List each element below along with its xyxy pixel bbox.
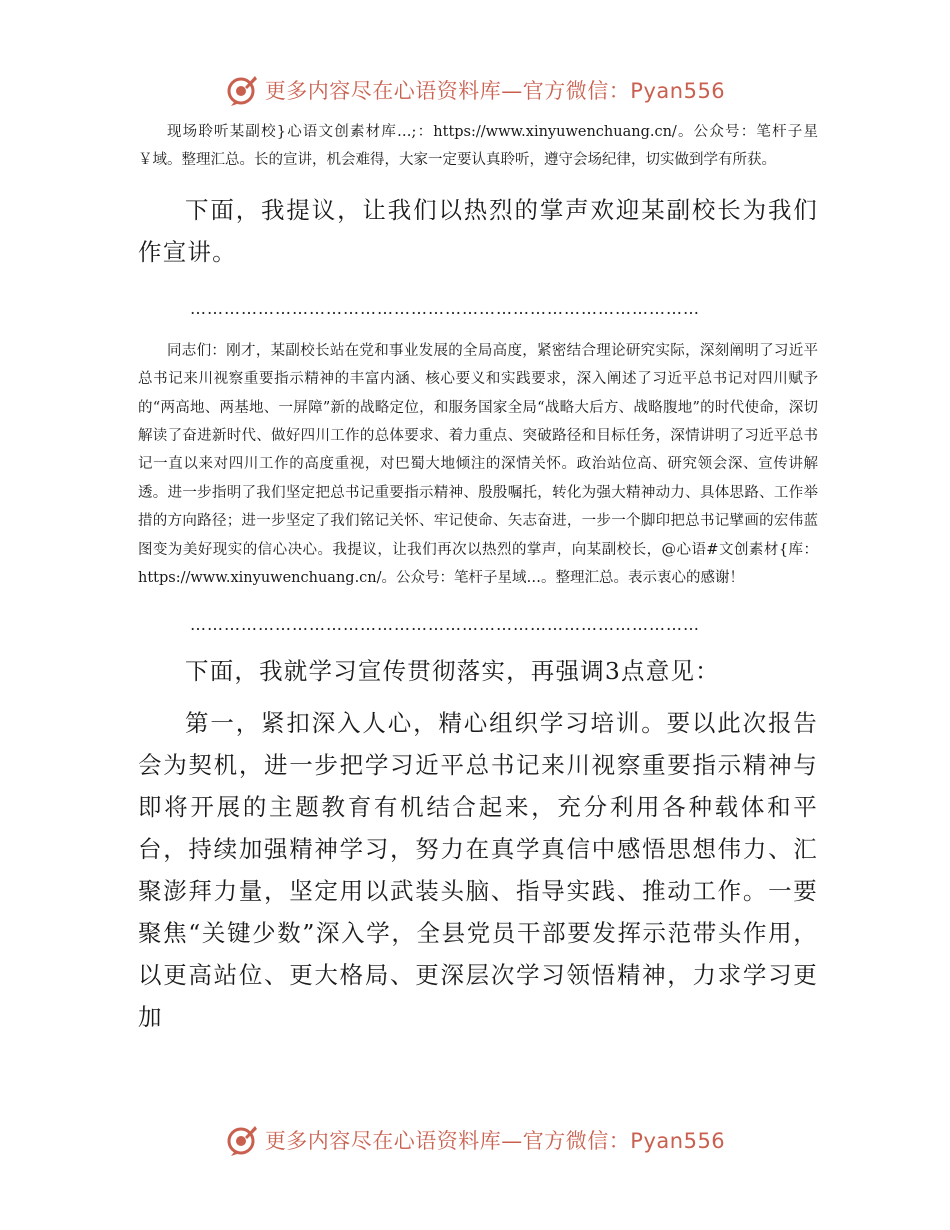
pen-logo-icon: [225, 73, 259, 107]
paragraph-thanks: 同志们：刚才，某副校长站在党和事业发展的全局高度，紧密结合理论研究实际，深刻阐明了习近平总书记来川视察重要指示精神的丰富内涵、核心要义和实践要求，深入阐述了习近平总书记对四川赋予的“两高地、两基地、一屏障”新的战略定位，和服务国家全局“战略大后方、战略腹地”的时代使命，深切解读了奋进新时代、做好四川工作的总体要求、着力重点、突破路径和目标任务，深情讲明了习近平总书记一直以来对四川工作的高度重视，对巴蜀大地倾注的深情关怀。政治站位高、研究领会深、宣传讲解透。进一步指明了我们坚定把总书记重要指示精神、殷殷嘱托，转化为强大精神动力、具体思路、工作举措的方向路径；进一步坚定了我们铭记关怀、牢记使命、矢志奋进，一步一个脚印把总书记擘画的宏伟蓝图变为美好现实的信心决心。我提议，让我们再次以热烈的掌声，向某副校长，@心语#文创素材{库：https://www.xinyuwenchuang.cn/。公众号：笔杆子星域…。整理汇总。表示衷心的感谢！: [138, 342, 818, 587]
footer-banner-text: 更多内容尽在心语资料库—官方微信：Pyan556: [264, 1129, 726, 1153]
separator-dots: ………………………………………………………………………………: [190, 615, 700, 635]
document-body: [138, 118, 818, 1038]
paragraph-point-one: 第一，紧扣深入人心，精心组织学习培训。要以此次报告会为契机，进一步把学习近平总书记来川视察重要指示精神与即将开展的主题教育有机结合起来，充分利用各种载体和平台，持续加强精神学习，努力在真学真信中感悟思想伟力、汇聚澎拜力量，坚定用以武装头脑、指导实践、推动工作。一要聚焦“关键少数”深入学，全县党员干部要发挥示范带头作用，以更高站位、更大格局、更深层次学习领悟精神，力求学习更加: [138, 709, 818, 1032]
header-banner-text: 更多内容尽在心语资料库—官方微信：Pyan556: [264, 79, 726, 103]
paragraph-welcome: 下面，我提议，让我们以热烈的掌声欢迎某副校长为我们作宣讲。: [138, 195, 818, 266]
header-banner: [0, 70, 950, 110]
paragraph-intro: 现场聆听某副校}心语文创素材库…;：https://www.xinyuwenchuang.cn/。公众号：笔杆子星￥域。整理汇总。长的宣讲，机会难得，大家一定要认真聆听，遵守会场纪律，切实做到学有所获。: [138, 124, 818, 169]
separator-dots: ………………………………………………………………………………: [190, 298, 700, 318]
pen-logo-icon: [225, 1123, 259, 1157]
footer-banner: [0, 1120, 950, 1160]
paragraph-opinions-intro: 下面，我就学习宣传贯彻落实，再强调3点意见：: [185, 657, 720, 686]
